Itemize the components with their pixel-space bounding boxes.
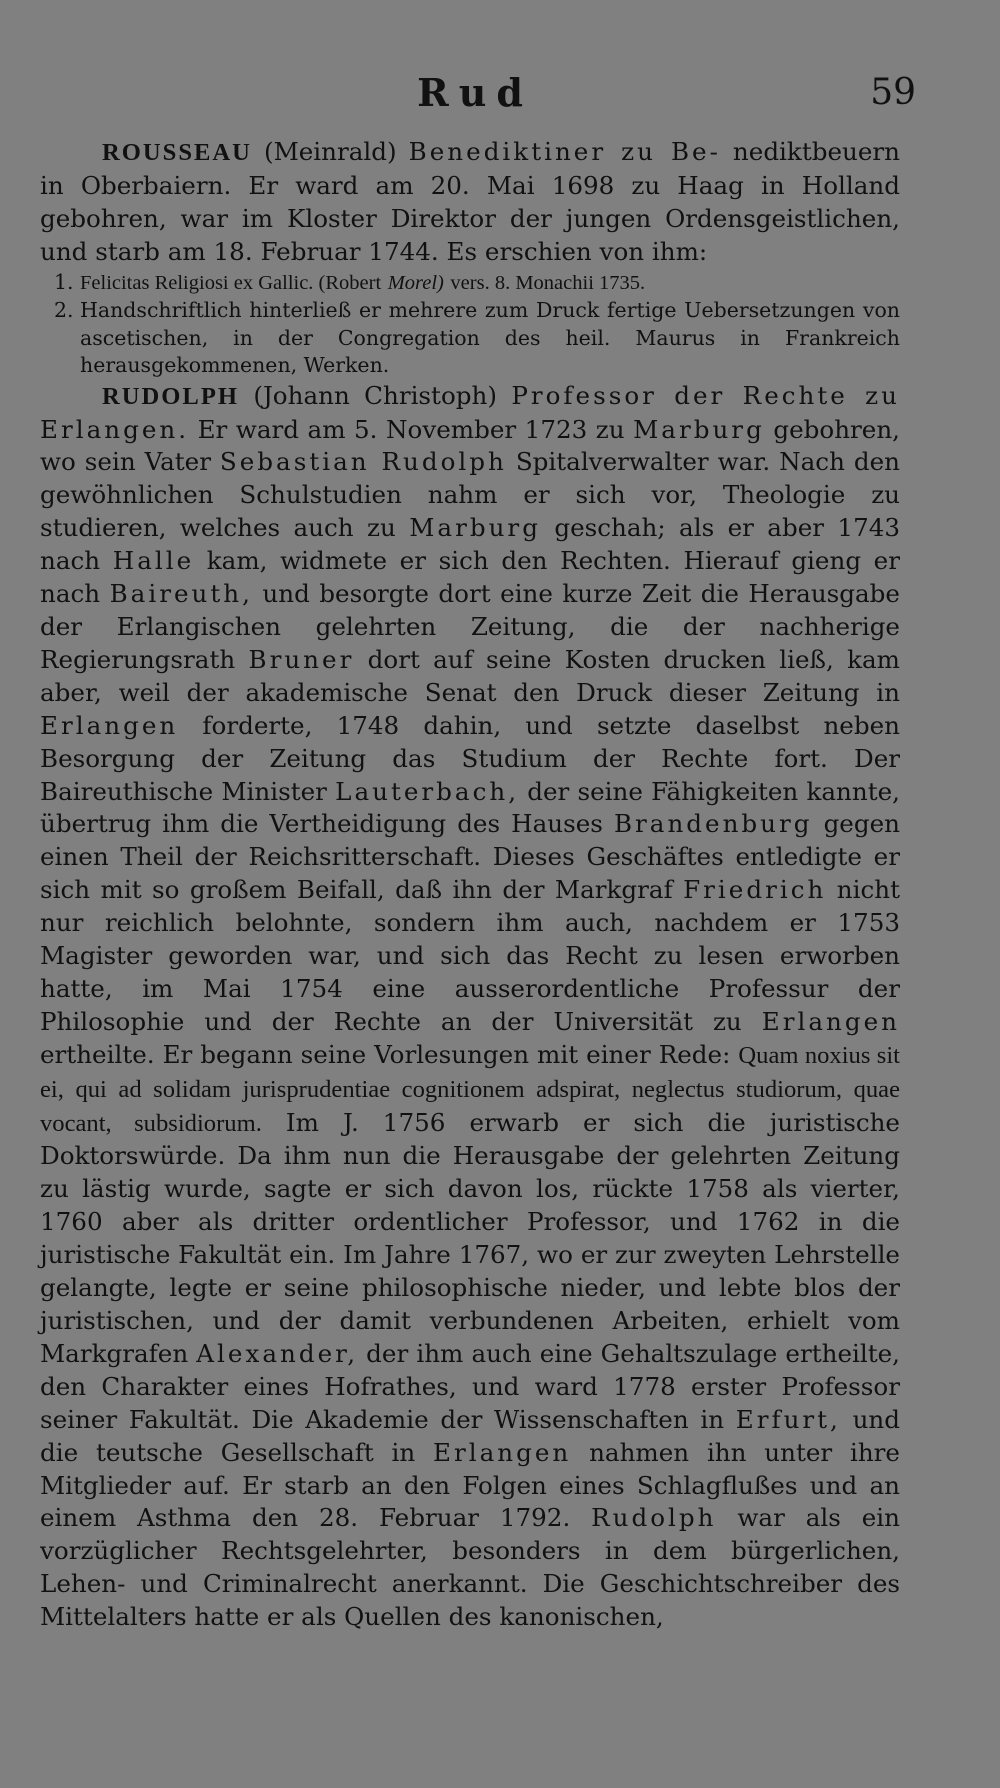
entry-body: nahmen ihn unter ihre Mitglieder auf. Er starb an den Folgen eines Schlagflußes und an einem Asthma den 28. Februar 1792.: [40, 1437, 900, 1533]
entry-body: nediktbeuern in Oberbaiern. Er ward am 20. Mai 1698 zu Haag in Holland gebohren, war im Kloster Direktor der jungen Ordensgeistlichen, und starb am 18. Februar 1744. Es erschien von ihm:: [40, 137, 900, 266]
entry-body: der ihm auch eine Gehaltszulage ertheilte, den Charakter eines Hofrathes, und ward 1778 erster Professor seiner Fakultät. Die Akademie der Wissenschaften in: [40, 1338, 900, 1434]
work-item: [40, 269, 900, 298]
place-name: Erlangen: [433, 1437, 572, 1467]
work-author-italic: Morel): [387, 271, 444, 294]
entry-body: forderte, 1748 dahin, und setzte daselbst neben Besorgung der Zeitung das Studium der Rechte fort. Der Baireuthische Minister: [40, 710, 900, 806]
work-item: [40, 297, 900, 380]
person-name: Friedrich: [683, 875, 827, 905]
entry-body: Im J. 1756 erwarb er sich die juristische Doktorswürde. Da ihm nun die Herausgabe der gelehrten Zeitung zu lästig wurde, sagte er sich davon los, rückte 1758 als vierter, 1760 aber als dritter ordentlicher Professor, und 1762 in die juristische Fakultät ein. Im Jahre 1767, wo er zur zweyten Lehrstelle gelangte, legte er seine philosophische nieder, und lebte blos der juristischen, und der damit verbundenen Arbeiten, erhielt vom Markgrafen: [40, 1107, 900, 1368]
person-name: Rudolph: [591, 1503, 717, 1533]
entry-body: gebohren, wo sein Vater: [40, 414, 900, 477]
work-number: 2.: [54, 298, 74, 323]
entry-given-name: (Meinrald): [263, 137, 397, 166]
work-text: Felicitas Religiosi ex Gallic. (Robert: [80, 271, 382, 294]
entry-title: Benediktiner zu Be-: [408, 137, 721, 166]
place-name: Erlangen: [40, 710, 179, 740]
works-list: [40, 269, 900, 380]
entry-body: und besorgte dort eine kurze Zeit die Herausgabe der Erlangischen gelehrten Zeitung, die der nachherige Regierungsrath: [40, 579, 900, 674]
person-name: Bruner: [248, 644, 355, 674]
place-name: Marburg: [409, 513, 541, 543]
entry-rousseau-text: [40, 136, 900, 269]
entry-title: Professor der Rechte zu Erlangen.: [40, 380, 900, 444]
book-page: [40, 66, 916, 1634]
running-head: Rud: [417, 70, 533, 115]
person-name: Alexander,: [196, 1338, 359, 1368]
entry-body: Spitalverwalter war. Nach den gewöhnlichen Schulstudien nahm er sich vor, Theologie zu studieren, welches auch zu: [40, 447, 900, 543]
work-text: vers. 8. Monachii 1735.: [450, 271, 646, 294]
entry-name: RUDOLPH: [102, 382, 239, 410]
place-name: Erlangen: [761, 1006, 900, 1036]
person-name: Sebastian Rudolph: [219, 447, 507, 477]
house-name: Brandenburg: [613, 809, 813, 839]
entry-body: der seine Fähigkeiten kannte, übertrug ihm die Vertheidigung des Hauses: [40, 776, 900, 839]
entry-name: ROUSSEAU: [102, 139, 252, 166]
entry-rudolph-text: [40, 380, 900, 1634]
entry-body: dort auf seine Kosten drucken ließ, kam aber, weil der akademische Senat den Druck dieser Zeitung in: [40, 644, 900, 707]
entry-body: war als ein vorzüglicher Rechtsgelehrter, besonders in dem bürgerlichen, Lehen- und Criminalrecht anerkannt. Die Geschichtschreiber des Mittelalters hatte er als Quellen des kanonischen,: [40, 1503, 900, 1632]
entry-body: geschah; als er aber 1743 nach: [40, 513, 901, 576]
entry-given-name: (Johann Christoph): [253, 380, 497, 410]
page-number: 59: [870, 72, 916, 113]
place-name: Halle: [112, 546, 195, 576]
person-name: Lauterbach,: [335, 776, 520, 806]
entry-body: kam, widmete er sich den Rechten. Hierauf gieng er nach: [40, 546, 900, 609]
place-name: Erfurt,: [735, 1404, 841, 1434]
page-header: [40, 66, 916, 136]
entry-body: gegen einen Theil der Reichsritterschaft. Dieses Geschäftes entledigte er sich mit so großem Beifall, daß ihn der Markgraf: [40, 809, 900, 905]
work-text: Handschriftlich hinterließ er mehrere zum Druck fertige Uebersetzungen von ascetischen, in der Congregation des heil. Maurus in Frankreich herausgekommenen, Werken.: [80, 298, 900, 378]
entry-rudolph: [40, 380, 900, 1634]
entry-body: und die teutsche Gesellschaft in: [40, 1404, 900, 1467]
place-name: Baireuth,: [109, 579, 253, 609]
entry-body: ertheilte. Er begann seine Vorlesungen mit einer Rede:: [40, 1039, 731, 1069]
entry-body: Er ward am 5. November 1723 zu: [197, 414, 625, 444]
place-name: Marburg: [633, 414, 765, 444]
work-number: 1.: [54, 269, 74, 294]
latin-quote: Quam noxius sit ei, qui ad solidam jurisprudentiae cognitionem adspirat, neglectus studiorum, quae vocant, subsidiorum.: [40, 1041, 900, 1137]
entry-body: nicht nur reichlich belohnte, sondern ihm auch, nachdem er 1753 Magister geworden war, und sich das Recht zu lesen erworben hatte, im Mai 1754 eine ausserordentliche Professur der Philosophie und der Rechte an der Universität zu: [40, 875, 900, 1036]
entry-rousseau: [40, 136, 900, 380]
